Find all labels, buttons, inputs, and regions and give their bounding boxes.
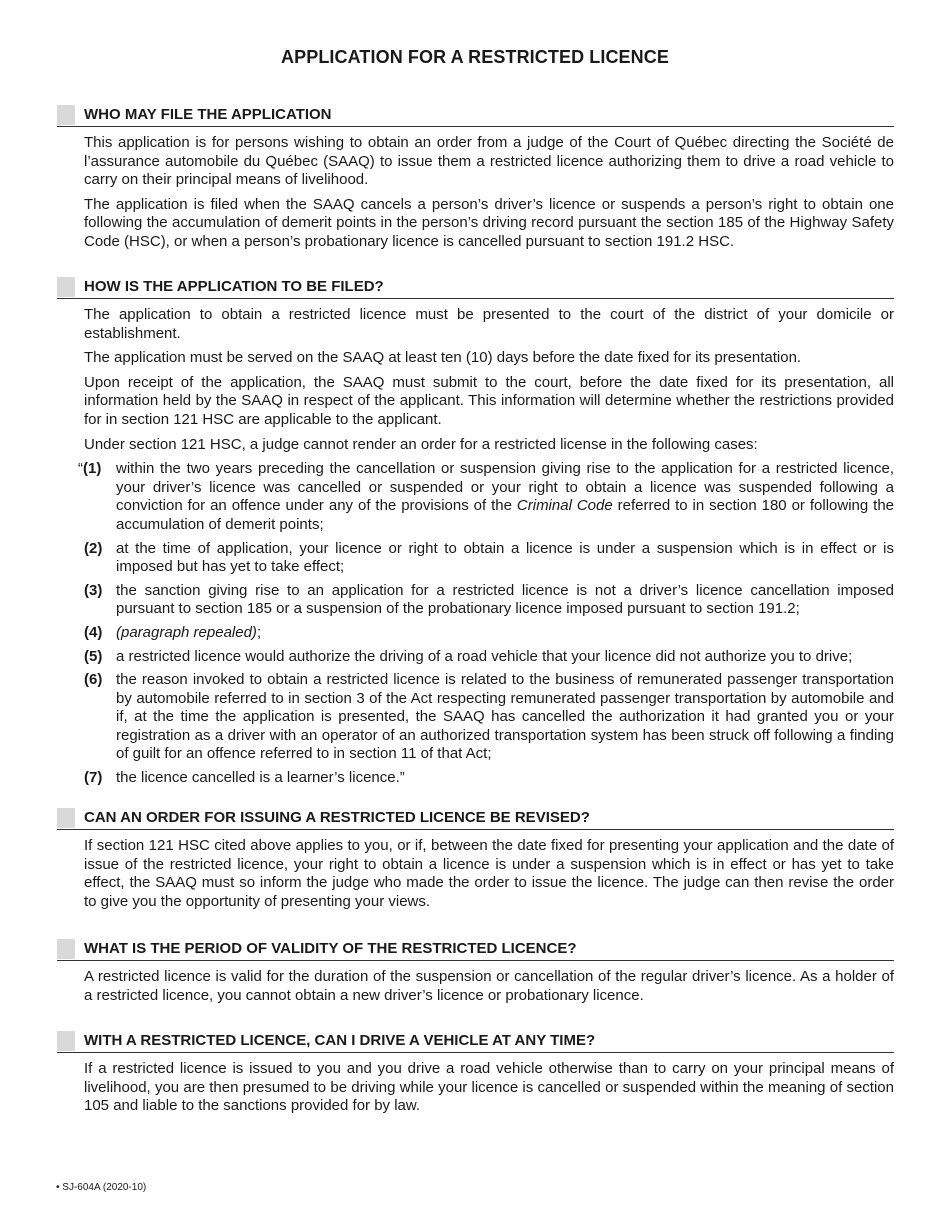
item-text: referred to in section 180 or following the accumulation of demerit points; [116, 497, 895, 533]
section-header [57, 277, 894, 299]
section-body [84, 837, 894, 911]
item-text: a restricted licence would authorize the driving of a road vehicle that your licence did not authorize you to drive; [116, 647, 853, 665]
section-body [84, 1060, 894, 1116]
section-marker [57, 277, 75, 297]
section-who-may-file [57, 105, 894, 258]
section-heading: WHAT IS THE PERIOD OF VALIDITY OF THE RESTRICTED LICENCE? [84, 940, 577, 957]
item-text: within the two years preceding the cancellation or suspension giving rise to the application for a restricted licence, your driver’s licence was cancelled or suspended or your right to obtain a licence was suspended following a conviction for an offence under any of the provisions of the [116, 460, 894, 515]
item-number: (4) [84, 623, 103, 641]
item-number: (7) [84, 769, 103, 787]
list-item [84, 540, 894, 577]
paragraph: If section 121 HSC cited above applies to you, or if, between the date fixed for presenting your application and the date of issue of the restricted licence, your right to obtain a licence is under a suspension which is in effect or has yet to take effect, the SAAQ must so inform the judge who made the order to issue the licence. The judge can then revise the order to give you the opportunity of presenting your views. [84, 837, 894, 910]
open-quote: “ [78, 460, 83, 478]
item-number: (2) [84, 539, 103, 557]
section-header [57, 939, 894, 961]
section-header [57, 105, 894, 127]
section-body [84, 134, 894, 252]
section-marker [57, 105, 75, 125]
section-marker [57, 939, 75, 959]
paragraph: The application must be served on the SAAQ at least ten (10) days before the date fixed for its presentation. [84, 349, 802, 367]
item-number-text: (1) [83, 460, 102, 478]
item-text-italic: (paragraph repealed) [116, 623, 257, 641]
paragraph: A restricted licence is valid for the duration of the suspension or cancellation of the regular driver’s licence. As a holder of a restricted licence, you cannot obtain a new driver’s licence or probationary licence. [84, 968, 894, 1004]
section-header [57, 1031, 894, 1053]
section-body [78, 306, 895, 788]
section-marker [57, 808, 75, 828]
section-header [57, 808, 894, 830]
list-item [84, 671, 894, 764]
section-drive-any-time [57, 1031, 894, 1122]
item-text-italic: Criminal Code [516, 497, 613, 515]
section-heading: HOW IS THE APPLICATION TO BE FILED? [84, 278, 384, 295]
list-item [84, 648, 894, 667]
list-item [84, 624, 894, 643]
item-number [78, 460, 101, 479]
list-item [78, 460, 895, 534]
item-text: the sanction giving rise to an application for a restricted licence is not a driver’s licence cancellation imposed pursuant to section 185 or a suspension of the probationary licence imposed pursuant to section 191.2; [116, 581, 894, 618]
section-heading: WHO MAY FILE THE APPLICATION [84, 106, 332, 123]
restriction-list [78, 460, 895, 788]
section-order-revised [57, 808, 894, 917]
section-marker [57, 1031, 75, 1051]
item-text: ; [256, 623, 262, 641]
form-code-footer: • SJ-604A (2020-10) [56, 1182, 147, 1193]
list-item [84, 769, 894, 788]
paragraph: The application is filed when the SAAQ cancels a person’s driver’s licence or suspends a person’s right to obtain one following the accumulation of demerit points in the person’s driving record pursuant the section 185 of the Highway Safety Code (HSC), or when a person’s probationary licence is cancelled pursuant to section 191.2 HSC. [84, 195, 894, 250]
section-how-filed [57, 277, 894, 793]
paragraph: The application to obtain a restricted licence must be presented to the court of the district of your domicile or establishment. [84, 306, 894, 342]
paragraph: Under section 121 HSC, a judge cannot render an order for a restricted license in the following cases: [84, 435, 758, 453]
item-number: (6) [84, 671, 103, 689]
paragraph: Upon receipt of the application, the SAAQ must submit to the court, before the date fixed for its presentation, all information held by the SAAQ in respect of the applicant. This information will determine whether the restrictions provided for in section 121 HSC are applicable to the applicant. [84, 373, 894, 428]
item-text: the reason invoked to obtain a restricted licence is related to the business of remunerated passenger transportation by automobile referred to in section 3 of the Act respecting remunerated passenger transportation by automobile and if, at the time the application is presented, the SAAQ has cancelled the authorization it had granted you or your registration as a driver with an operator of an authorized transportation system has been struck off following a finding of guilt for an offence referred to in section 11 of that Act; [116, 671, 894, 763]
section-heading: CAN AN ORDER FOR ISSUING A RESTRICTED LICENCE BE REVISED? [84, 809, 590, 826]
item-number: (5) [84, 647, 103, 665]
item-text: at the time of application, your licence or right to obtain a licence is under a suspension which is in effect or is imposed but has yet to take effect; [116, 539, 894, 576]
paragraph: If a restricted licence is issued to you and you drive a road vehicle otherwise than to carry on your principal means of livelihood, you are then presumed to be driving while your licence is cancelled or suspended within the meaning of section 105 and liable to the sanctions provided for by law. [84, 1060, 894, 1115]
section-heading: WITH A RESTRICTED LICENCE, CAN I DRIVE A VEHICLE AT ANY TIME? [84, 1032, 596, 1049]
item-number: (3) [84, 581, 103, 599]
document-title: APPLICATION FOR A RESTRICTED LICENCE [281, 47, 669, 67]
list-item [84, 582, 894, 619]
section-body [84, 968, 894, 1005]
section-validity [57, 939, 894, 1011]
item-text: the licence cancelled is a learner’s licence.” [116, 769, 405, 787]
paragraph: This application is for persons wishing to obtain an order from a judge of the Court of Québec directing the Société de l’assurance automobile du Québec (SAAQ) to issue them a restricted licence authorizing them to drive a road vehicle to carry on their principal means of livelihood. [84, 134, 894, 189]
